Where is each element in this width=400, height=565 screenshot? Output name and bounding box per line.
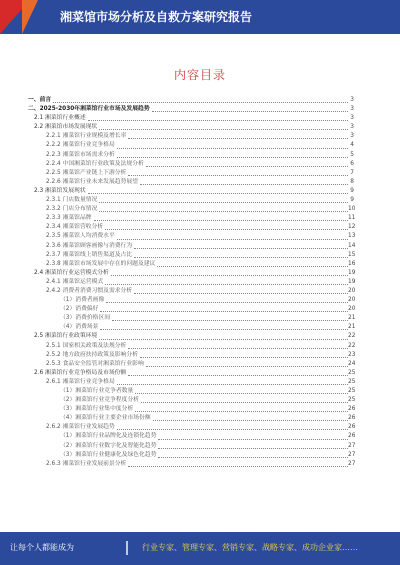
toc-dot-leader (128, 466, 348, 467)
toc-entry-page: 3 (348, 132, 354, 141)
toc-entry-page: 10 (348, 205, 354, 214)
toc-entry[interactable] (28, 351, 354, 360)
toc-entry-page: 19 (348, 278, 354, 287)
toc-entry[interactable] (28, 141, 354, 150)
toc-dot-leader (100, 329, 348, 330)
toc-entry-label: 2.3.6 湘菜馆顾客画像与消费行为 (46, 242, 134, 251)
toc-dot-leader (99, 211, 348, 212)
toc-entry[interactable] (28, 442, 354, 451)
toc-entry-page: 14 (348, 242, 354, 251)
toc-entry-page: 12 (348, 223, 354, 232)
toc-entry-page: 26 (348, 432, 354, 441)
toc-entry-page: 16 (348, 260, 354, 269)
toc-entry-label: （2）湘菜馆行业数字化及智能化趋势 (60, 442, 158, 451)
toc-entry[interactable] (28, 169, 354, 178)
toc-dot-leader (105, 229, 348, 230)
footer-slogan-left: 让每个人都能成为 (10, 543, 74, 552)
toc-entry-page: 8 (348, 178, 354, 187)
report-title: 湘菜馆市场分析及自救方案研究报告 (60, 10, 253, 24)
toc-entry[interactable] (28, 451, 354, 460)
toc-entry[interactable] (28, 105, 354, 114)
toc-entry[interactable] (28, 460, 354, 469)
toc-entry-page: 6 (348, 160, 354, 169)
toc-entry-page: 26 (348, 405, 354, 414)
toc-dot-leader (153, 420, 348, 421)
toc-entry[interactable] (28, 332, 354, 341)
footer-slogan-right: 行业专家、管理专家、营销专家、战略专家、成功企业家…… (142, 543, 358, 552)
toc-entry-page: 27 (348, 442, 354, 451)
toc-dot-leader (111, 275, 348, 276)
toc-dot-leader (99, 129, 348, 130)
toc-entry-page: 15 (348, 251, 354, 260)
toc-entry-label: （4）消费场景 (60, 323, 100, 332)
toc-entry-page: 27 (348, 451, 354, 460)
footer-banner (0, 532, 400, 565)
toc-entry-label: 2.2.6 湘菜馆行业未来发展趋势展望 (46, 178, 140, 187)
toc-entry-page: 7 (348, 169, 354, 178)
toc-entry[interactable] (28, 405, 354, 414)
toc-dot-leader (53, 102, 348, 103)
toc-entry-label: 2.3.8 湘菜馆市场发展中存在的问题及建议 (46, 260, 157, 269)
toc-entry-label: 2.2.1 湘菜馆行业规模及增长率 (46, 132, 128, 141)
toc-dot-leader (134, 257, 348, 258)
toc-entry-label: 2.5.3 食品安全监管对湘菜馆行业影响 (46, 360, 146, 369)
toc-dot-leader (134, 248, 348, 249)
toc-entry-label: 2.4 湘菜馆行业运营模式分析 (34, 269, 111, 278)
toc-entry-label: （3）湘菜馆行业健康化及绿色化趋势 (60, 451, 158, 460)
toc-entry-label: （3）湘菜馆行业集中度分析 (60, 405, 135, 414)
toc-entry-label: 2.3.4 湘菜馆营收分析 (46, 223, 105, 232)
toc-dot-leader (117, 384, 348, 385)
toc-dot-leader (105, 284, 348, 285)
toc-entry[interactable] (28, 160, 354, 169)
toc-entry[interactable] (28, 132, 354, 141)
toc-entry-page: 20 (348, 296, 354, 305)
toc-entry-label: 2.6.3 湘菜馆行业发展前景分析 (46, 460, 128, 469)
toc-entry[interactable] (28, 432, 354, 441)
toc-dot-leader (112, 320, 348, 321)
toc-entry-page: 20 (348, 287, 354, 296)
toc-entry-page: 25 (348, 378, 354, 387)
toc-entry-label: 2.2.4 中国湘菜馆行业政策及法规分析 (46, 160, 146, 169)
toc-entry-page: 25 (348, 387, 354, 396)
toc-entry-label: 2.5.1 国家相关政策及法规分析 (46, 342, 128, 351)
toc-dot-leader (146, 166, 348, 167)
toc-entry-page: 9 (348, 187, 354, 196)
toc-entry-label: 2.3.2 门店分布情况 (46, 205, 99, 214)
toc-dot-leader (157, 266, 348, 267)
toc-entry-label: 2.3.1 门店数量情况 (46, 196, 99, 205)
toc-entry-page: 21 (348, 314, 354, 323)
toc-entry[interactable] (28, 187, 354, 196)
toc-entry-page: 3 (348, 105, 354, 114)
toc-dot-leader (140, 357, 348, 358)
toc-dot-leader (140, 184, 348, 185)
toc-entry-label: 2.2.5 湘菜馆产业链上下游分析 (46, 169, 128, 178)
toc-dot-leader (152, 111, 348, 112)
toc-entry-page: 9 (348, 196, 354, 205)
toc-entry[interactable] (28, 278, 354, 287)
toc-entry-label: 2.6.2 湘菜馆行业发展趋势 (46, 423, 117, 432)
toc-dot-leader (88, 193, 348, 194)
toc-entry-page: 3 (348, 114, 354, 123)
toc-entry-page: 27 (348, 460, 354, 469)
toc-entry-label: 2.2 湘菜馆市场发展现状 (34, 123, 99, 132)
toc-entry-page: 4 (348, 141, 354, 150)
toc-dot-leader (117, 239, 348, 240)
toc-dot-leader (117, 157, 348, 158)
toc-entry-label: 2.6.1 湘菜馆行业竞争格局 (46, 378, 117, 387)
toc-entry-label: 2.5.2 地方政府扶持政策及影响分析 (46, 351, 140, 360)
toc-entry-label: 二、2025-2030年湘菜馆行业市场及发展趋势 (28, 105, 152, 114)
toc-entry-label: （2）消费偏好 (60, 305, 100, 314)
toc-entry[interactable] (28, 305, 354, 314)
toc-entry[interactable] (28, 360, 354, 369)
toc-dot-leader (100, 311, 348, 312)
toc-entry[interactable] (28, 396, 354, 405)
toc-entry-label: 2.2.2 湘菜馆行业竞争格局 (46, 141, 117, 150)
toc-entry[interactable] (28, 242, 354, 251)
toc-dot-leader (134, 293, 348, 294)
toc-entry[interactable] (28, 196, 354, 205)
header-orange-accent (22, 0, 38, 34)
toc-entry-page: 23 (348, 351, 354, 360)
toc-dot-leader (99, 339, 348, 340)
toc-entry-label: 2.4.1 湘菜馆运营模式 (46, 278, 105, 287)
toc-entry[interactable] (28, 178, 354, 187)
toc-entry[interactable] (28, 342, 354, 351)
toc-dot-leader (117, 429, 348, 430)
toc-entry-page: 11 (348, 214, 354, 223)
toc-entry-label: （1）湘菜馆行业竞争者数量 (60, 387, 135, 396)
toc-entry-page: 24 (348, 360, 354, 369)
toc-entry-page: 3 (348, 96, 354, 105)
toc-entry[interactable] (28, 269, 354, 278)
toc-entry-label: 2.6 湘菜馆行业竞争格局及市场份额 (34, 369, 128, 378)
toc-dot-leader (88, 120, 348, 121)
toc-entry-label: 2.3.5 湘菜馆人均消费水平 (46, 232, 117, 241)
toc-entry-page: 13 (348, 232, 354, 241)
toc-entry-page: 20 (348, 305, 354, 314)
toc-entry[interactable] (28, 387, 354, 396)
toc-entry-label: 2.3.7 湘菜馆线上销售渠道及占比 (46, 251, 134, 260)
toc-entry-label: 2.2.3 湘菜馆市场需求分析 (46, 151, 117, 160)
toc-entry-label: 2.3 湘菜馆发展现状 (34, 187, 88, 196)
toc-entry-label: （2）湘菜馆行业竞争程度分析 (60, 396, 141, 405)
toc-entry-label: 一、前言 (28, 96, 53, 105)
toc-entry[interactable] (28, 251, 354, 260)
toc-entry-page: 21 (348, 323, 354, 332)
toc-entry-label: （3）消费价格区间 (60, 314, 112, 323)
toc-entry[interactable] (28, 423, 354, 432)
toc-dot-leader (135, 411, 348, 412)
toc-dot-leader (128, 138, 348, 139)
toc-entry-page: 5 (348, 151, 354, 160)
toc-dot-leader (128, 375, 348, 376)
toc-entry-label: 2.3.3 湘菜馆品牌 (46, 214, 94, 223)
toc-entry[interactable] (28, 369, 354, 378)
toc-entry-label: （1）湘菜馆行业品牌化及连锁化趋势 (60, 432, 158, 441)
toc-dot-leader (99, 202, 348, 203)
toc-entry-page: 26 (348, 414, 354, 423)
toc-entry[interactable] (28, 205, 354, 214)
toc-title: 内容目录 (173, 68, 226, 82)
footer-divider (126, 541, 128, 555)
toc-dot-leader (94, 220, 348, 221)
toc-entry-label: 2.1 湘菜馆行业概述 (34, 114, 88, 123)
toc-entry[interactable] (28, 314, 354, 323)
toc-entry-label: 2.5 湘菜馆行业政策环境 (34, 332, 99, 341)
toc-entry-label: 2.4.2 消费者消费习惯及需求分析 (46, 287, 134, 296)
toc-dot-leader (158, 439, 348, 440)
toc-dot-leader (135, 393, 348, 394)
toc-entry[interactable] (28, 151, 354, 160)
toc-entry-page: 19 (348, 269, 354, 278)
toc-entry-label: （1）消费者画像 (60, 296, 106, 305)
toc-entry-page: 26 (348, 423, 354, 432)
toc-entry[interactable] (28, 96, 354, 105)
toc-dot-leader (158, 448, 348, 449)
toc-entry-page: 22 (348, 332, 354, 341)
toc-entry[interactable] (28, 114, 354, 123)
toc-dot-leader (117, 148, 348, 149)
toc-entry-label: （4）湘菜馆行业主要企业市场份额 (60, 414, 153, 423)
toc-entry[interactable] (28, 414, 354, 423)
toc-dot-leader (106, 302, 348, 303)
toc-dot-leader (146, 366, 348, 367)
toc-entry[interactable] (28, 232, 354, 241)
toc-entry[interactable] (28, 378, 354, 387)
toc-entry-page: 3 (348, 123, 354, 132)
toc-entry-page: 25 (348, 369, 354, 378)
toc-entry-page: 22 (348, 342, 354, 351)
toc-entry-page: 25 (348, 396, 354, 405)
header-banner (0, 0, 400, 34)
toc-entry[interactable] (28, 223, 354, 232)
toc-entry[interactable] (28, 323, 354, 332)
toc-dot-leader (141, 402, 348, 403)
toc-entry[interactable] (28, 296, 354, 305)
toc-entry[interactable] (28, 287, 354, 296)
toc-dot-leader (128, 348, 348, 349)
toc-dot-leader (128, 175, 348, 176)
toc-dot-leader (158, 457, 348, 458)
table-of-contents (28, 96, 354, 469)
toc-entry[interactable] (28, 123, 354, 132)
toc-entry[interactable] (28, 260, 354, 269)
toc-entry[interactable] (28, 214, 354, 223)
